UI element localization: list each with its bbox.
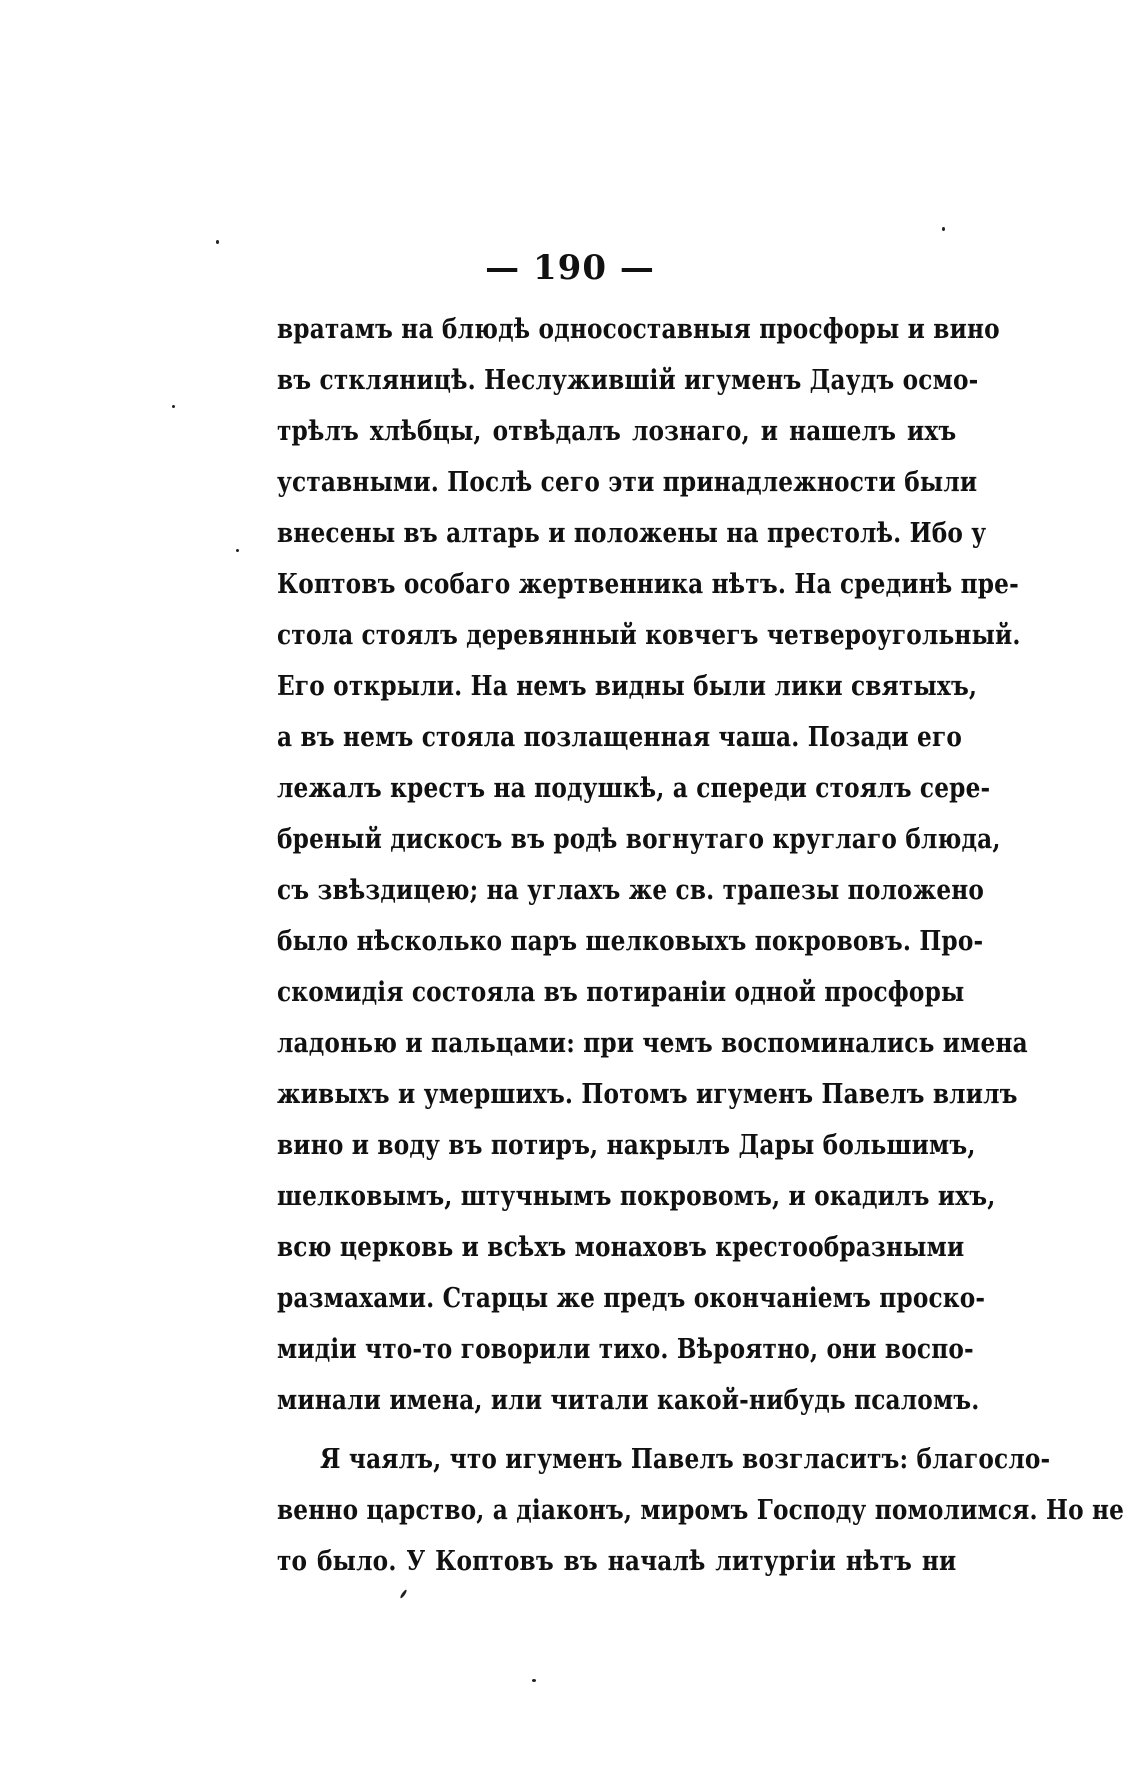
text-line: а въ немъ стояла позлащенная чаша. Позади его	[277, 722, 963, 753]
text-line: скомидія состояла въ потираніи одной просфоры	[277, 977, 965, 1008]
text-line: уставными. Послѣ сего эти принадлежности были	[277, 467, 978, 498]
text-line: трѣлъ хлѣбцы, отвѣдалъ лознаго, и нашелъ ихъ	[277, 416, 957, 447]
text-line: бреный дискосъ въ родѣ вогнутаго круглаго блюда,	[277, 824, 1001, 855]
page-number: — 190 —	[485, 248, 655, 288]
body-text	[277, 304, 1125, 1587]
scan-speck	[942, 227, 945, 231]
text-line: внесены въ алтарь и положены на престолѣ. Ибо у	[277, 518, 987, 549]
text-line: вратамъ на блюдѣ односоставныя просфоры и вино	[277, 314, 1000, 345]
text-line: въ сткляницѣ. Неслужившій игуменъ Даудъ осмо-	[277, 365, 979, 396]
text-line: минали имена, или читали какой-нибудь псаломъ.	[277, 1385, 980, 1416]
text-line: всю церковь и всѣхъ монаховъ крестообразными	[277, 1232, 965, 1263]
text-line: стола стоялъ деревянный ковчегъ четвероугольный.	[277, 620, 1021, 651]
scan-speck	[172, 405, 175, 408]
text-line: лежалъ крестъ на подушкѣ, а спереди стоялъ сере-	[277, 773, 991, 804]
text-line: Его открыли. На немъ видны были лики святыхъ,	[277, 671, 978, 702]
text-line: мидіи что-то говорили тихо. Вѣроятно, они воспо-	[277, 1334, 974, 1365]
text-line: венно царство, а діаконъ, миромъ Господу помолимся. Но не	[277, 1495, 1125, 1526]
text-line: Коптовъ особаго жертвенника нѣтъ. На срединѣ пре-	[277, 569, 1019, 600]
text-line: размахами. Старцы же предъ окончаніемъ проско-	[277, 1283, 986, 1314]
text-line: съ звѣздицею; на углахъ же св. трапезы положено	[277, 875, 985, 906]
text-line: то было. У Коптовъ въ началѣ литургіи нѣтъ ни	[277, 1546, 957, 1577]
scan-speck	[236, 549, 239, 552]
text-line: шелковымъ, штучнымъ покровомъ, и окадилъ ихъ,	[277, 1181, 996, 1212]
scan-speck	[532, 1679, 536, 1682]
text-line: Я чаялъ, что игуменъ Павелъ возгласитъ: благосло-	[320, 1444, 1051, 1475]
text-line: вино и воду въ потиръ, накрылъ Дары большимъ,	[277, 1130, 976, 1161]
scan-speck	[216, 240, 219, 244]
scan-speck	[399, 1589, 407, 1599]
text-line: живыхъ и умершихъ. Потомъ игуменъ Павелъ влилъ	[277, 1079, 1018, 1110]
text-line: было нѣсколько паръ шелковыхъ покрововъ. Про-	[277, 926, 984, 957]
text-line: ладонью и пальцами: при чемъ воспоминались имена	[277, 1028, 1028, 1059]
